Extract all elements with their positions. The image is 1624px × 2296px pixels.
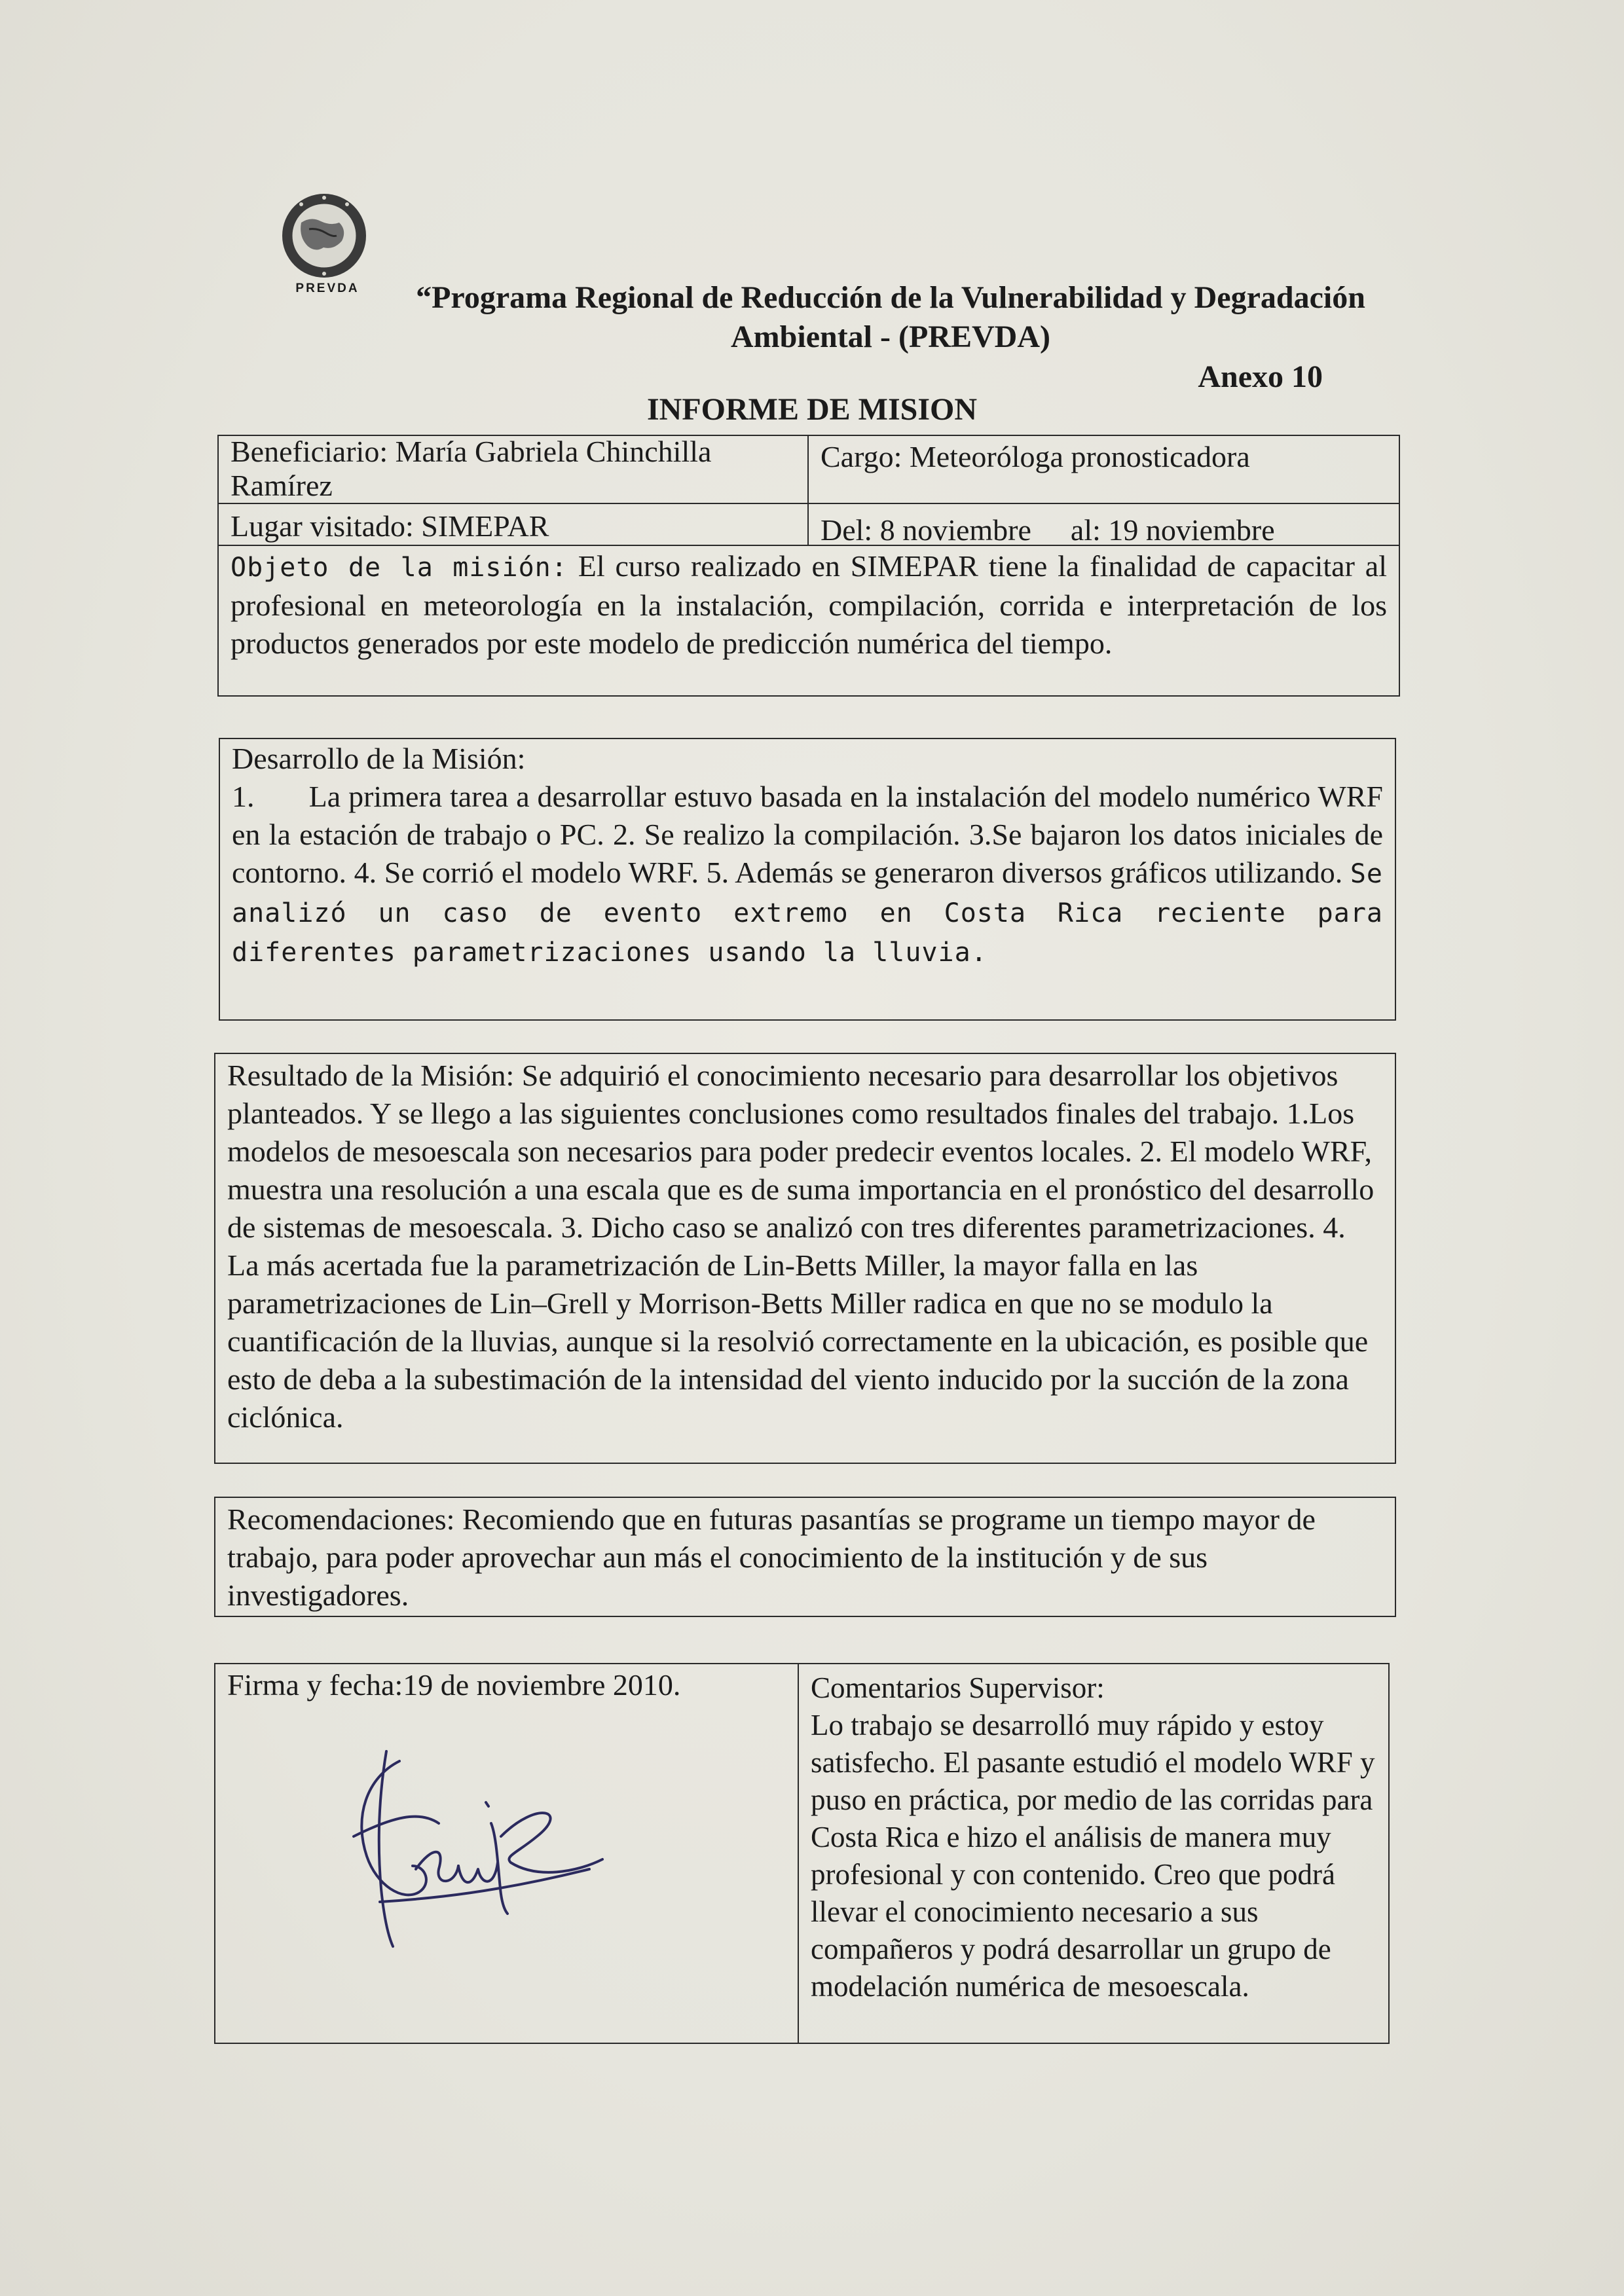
prevda-logo (255, 190, 393, 282)
objeto-cell (219, 542, 1399, 694)
lugar-cell: Lugar visitado: SIMEPAR (231, 509, 549, 543)
desarrollo-heading: Desarrollo de la Misión: (232, 742, 526, 775)
recomendaciones-text: Recomendaciones: Recomiendo que en futuras pasantías se programe un tiempo mayor de trabajo, para poder aprovechar aun más el conocimiento de la institución y de sus investigadores. (227, 1503, 1316, 1612)
desarrollo-content (220, 735, 1395, 1020)
comentarios-cell (799, 1664, 1388, 2043)
program-title-line2: Ambiental - (PREVDA) (731, 319, 1050, 354)
del-date: Del: 8 noviembre (821, 513, 1031, 547)
annex-label: Anexo 10 (1198, 359, 1323, 394)
desarrollo-text: 1. La primera tarea a desarrollar estuvo basada en la instalación del modelo numérico WRF en la estación de trabajo o PC. 2. Se realizo la compilación. 3.Se bajaron los datos iniciales de contorno. 4. Se corrió el modelo WRF. 5. Además se generaron diversos gráficos utilizando. (232, 780, 1391, 889)
comentarios-heading: Comentarios Supervisor: (811, 1671, 1105, 1704)
signature (341, 1738, 616, 1961)
program-title-line1: “Programa Regional de Reducción de la Vulnerabilidad y Degradación (416, 280, 1365, 315)
report-title: INFORME DE MISION (646, 392, 978, 427)
program-title (367, 278, 1414, 357)
al-date: al: 19 noviembre (1070, 513, 1275, 547)
comentarios-text: Lo trabajo se desarrolló muy rápido y estoy satisfecho. El pasante estudió el modelo WRF y puso en práctica, por medio de las corridas para Costa Rica e hizo el análisis de manera muy profesional y con contenido. Creo que podrá llevar el conocimiento necesario a sus compañeros y podrá desarrollar un grupo de modelación numérica de mesoescala. (811, 1709, 1375, 2003)
firma-label: Firma y fecha:19 de noviembre 2010. (227, 1668, 681, 1702)
logo-caption: PREVDA (295, 282, 360, 295)
resultado-text: Resultado de la Misión: Se adquirió el conocimiento necesario para desarrollar los objetivos planteados. Y se llego a las siguientes conclusiones como resultados finales del trabajo. 1.Los modelos de mesoescala son necesarios para poder predecir eventos locales. 2. El modelo WRF, muestra una resolución a una escala que es de suma importancia en el pronóstico del desarrollo de sistemas de mesoescala. 3. Dicho caso se analizó con tres diferentes parametrizaciones. 4. La más acertada fue la parametrización de Lin-Betts Miller, la mayor falla en las parametrizaciones de Lin–Grell y Morrison-Betts Miller radica en que no se modulo la cuantificación de la lluvias, aunque si la resolvió correctamente en la ubicación, es posible que esto de deba a la subestimación de la intensidad del viento inducido por la succión de la zona ciclónica. (227, 1059, 1375, 1434)
objeto-text: El curso realizado en SIMEPAR tiene la finalidad de capacitar al profesional en meteorología en la instalación, compilación, corrida e interpretación de los productos generados por este modelo de predicción numérica del tiempo. (231, 549, 1388, 660)
desarrollo-text-mono: Se analizó un caso de evento extremo en Costa Rica reciente para diferentes parametrizaciones usando la lluvia. (232, 859, 1383, 968)
objeto-label: Objeto de la misión: (231, 553, 568, 583)
beneficiario-cell: Beneficiario: María Gabriela Chinchilla Ramírez (231, 435, 712, 502)
cargo-cell: Cargo: Meteoróloga pronosticadora (821, 440, 1250, 473)
